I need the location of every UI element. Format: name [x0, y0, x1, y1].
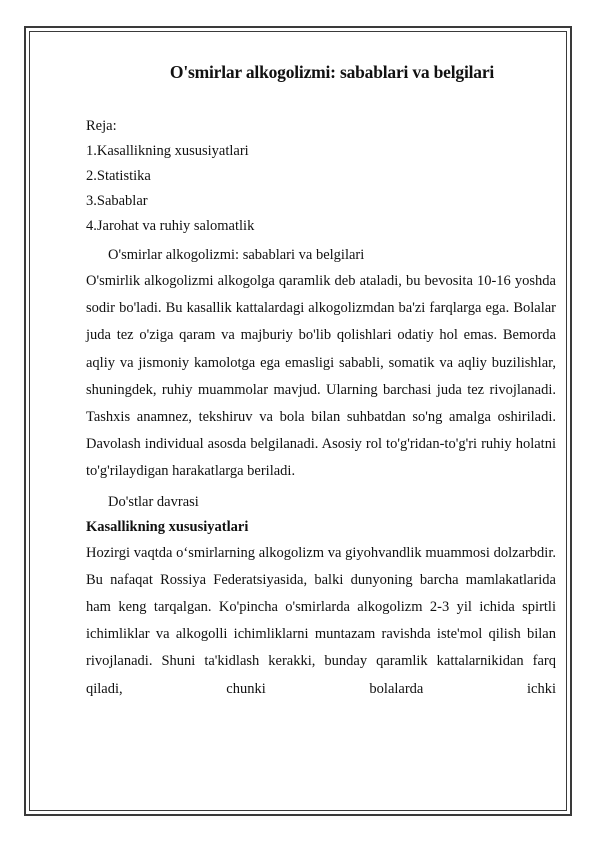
plan-item: 4.Jarohat va ruhiy salomatlik	[86, 218, 255, 234]
paragraph: Hozirgi vaqtda o‘smirlarning alkogolizm va giyohvandlik muammosi dolzarbdir. Bu nafaqat Rossiya Federatsiyasida, balki dunyoning barcha mamlakatlarida ham keng tarqalgan. Ko'pincha o'smirlarda alkogolizm 2-3 yil ichida spirtli ichimliklar va alkogolli ichimliklarni muntazam ravishda iste'mol qilish bilan rivojlanadi. Shuni ta'kidlash kerakki, bunday qaramlik kattalarnikidan farq qiladi, chunki bolalarda ichki	[86, 544, 556, 697]
plan-item: 2.Statistika	[86, 168, 151, 184]
paragraph: O'smirlik alkogolizmi alkogolga qaramlik deb ataladi, bu bevosita 10-16 yoshda sodir bo'ladi. Bu kasallik kattalardagi alkogolizmdan ba'zi farqlarga ega. Bolalar juda tez o'ziga qaram va majburiy bo'lib qolishlari odatiy hol emas. Bemorda aqliy va jismoniy kamolotga ega emasligi sababli, somatik va aqliy buzilishlar, shuningdek, ruhiy muammolar mavjud. Ularning barchasi juda tez rivojlanadi. Tashxis anamnez, tekshiruv va bola bilan suhbatdan so'ng amalga oshiriladi. Davolash individual asosda belgilanadi. Asosiy rol to'g'ridan-to'g'ri ruhiy holatni to'g'rilaydigan harakatlarga beriladi.	[86, 273, 556, 480]
section-subtitle: O'smirlar alkogolizmi: sabablari va belgilari	[108, 247, 365, 263]
document-body	[86, 56, 556, 703]
plan-item: 3.Sabablar	[86, 193, 148, 209]
section-subtitle: Do'stlar davrasi	[108, 493, 199, 510]
document-title: O'smirlar alkogolizmi: sabablari va belgilari	[169, 62, 495, 82]
plan-list	[86, 114, 556, 239]
plan-label: Reja:	[86, 118, 117, 134]
plan-item: 1.Kasallikning xususiyatlari	[86, 143, 249, 159]
section-heading: Kasallikning xususiyatlari	[86, 518, 249, 535]
